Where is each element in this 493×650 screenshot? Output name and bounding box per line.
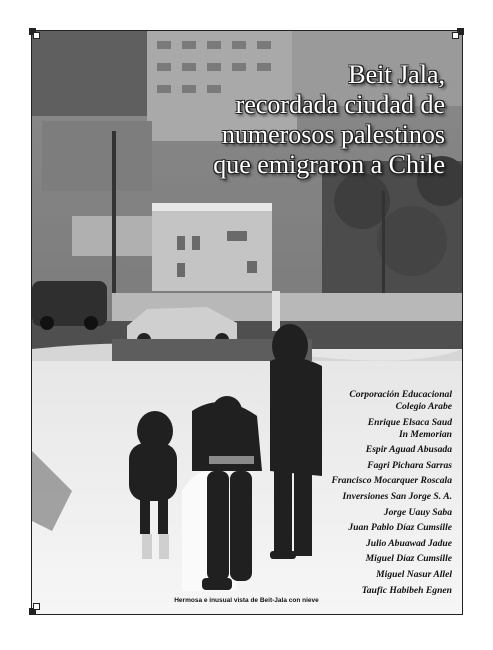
- sponsor-name-line-2: In Memorian: [398, 428, 452, 440]
- sponsor-item: [272, 585, 452, 597]
- sponsor-item: [272, 491, 452, 503]
- sponsor-item: [272, 460, 452, 472]
- headline-line-4: que emigraron a Chile: [213, 150, 445, 179]
- sponsor-name: Juan Pablo Díaz Cumsille: [348, 522, 452, 534]
- sponsor-name: Espir Aguad Abusada: [365, 444, 452, 456]
- frame-corner-top-right: [452, 28, 464, 40]
- sponsor-item: [272, 553, 452, 565]
- sponsor-item: [272, 444, 452, 456]
- sponsor-name: Julio Abuawad Jadue: [365, 537, 452, 549]
- headline-line-3: numerosos palestinos: [221, 120, 445, 149]
- sponsor-name: Inversiones San Jorge S. A.: [342, 490, 452, 502]
- sponsor-item: [272, 417, 452, 441]
- frame-corner-bottom-left: [29, 603, 41, 615]
- sponsor-name: Enrique Elsaca Saud: [367, 416, 452, 428]
- sponsor-item: [272, 569, 452, 581]
- sponsor-item: [272, 538, 452, 550]
- sponsor-item: [272, 522, 452, 534]
- photo-caption: Hermosa e inusual vista de Beit-Jala con nieve: [174, 597, 319, 604]
- sponsor-item: [272, 475, 452, 487]
- sponsor-item: [272, 389, 452, 413]
- sponsor-name: Fagri Pichara Sarras: [367, 459, 452, 471]
- article-headline: [145, 60, 445, 180]
- sponsor-item: [272, 507, 452, 519]
- sponsor-name: Miguel Nasur Allel: [376, 568, 452, 580]
- sponsor-name: Taufic Habibeh Egnen: [361, 584, 452, 596]
- sponsor-name: Miguel Díaz Cumsille: [365, 553, 452, 565]
- headline-line-1: Beit Jala,: [348, 60, 445, 89]
- headline-line-2: recordada ciudad de: [235, 90, 445, 119]
- frame-corner-top-left: [29, 28, 41, 40]
- sponsor-name: Corporación Educacional: [349, 389, 452, 400]
- sponsor-name: Francisco Mocarquer Roscala: [331, 475, 452, 487]
- sponsor-list: [272, 389, 452, 600]
- sponsor-name-line-2: Colegio Arabe: [395, 401, 452, 412]
- sponsor-name: Jorge Uauy Saba: [383, 506, 452, 518]
